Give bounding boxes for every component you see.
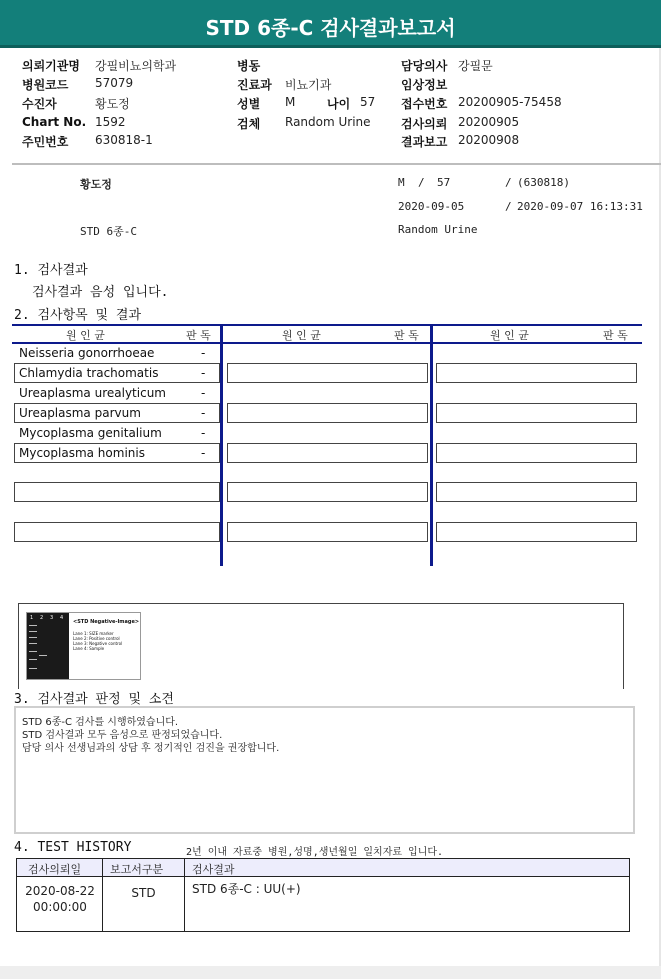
label-institution: 의뢰기관명: [22, 59, 80, 73]
label-request-date: 검사의뢰: [401, 117, 448, 131]
label-patient: 수진자: [22, 97, 57, 111]
label-doctor: 담당의사: [401, 59, 448, 73]
gel-band: [29, 625, 37, 626]
value-institution: 강필비뇨의학과: [95, 59, 177, 73]
label-clinical-info: 임상정보: [401, 78, 448, 92]
gel-band: [29, 659, 37, 660]
lane-number: 1: [30, 615, 34, 621]
value-receipt-no: 20200905-75458: [458, 95, 562, 109]
gel-band: [39, 655, 47, 656]
value-department: 비뇨기과: [285, 78, 332, 92]
items-table-header-rule: [12, 342, 642, 344]
col-header-judgment: 판 독: [186, 329, 211, 342]
value-patient: 황도정: [95, 97, 130, 111]
history-header-result: 검사결과: [192, 863, 235, 876]
gel-band: [29, 643, 37, 644]
summary-date-received: 2020-09-05: [398, 200, 465, 213]
organism-name: Ureaplasma urealyticum: [19, 386, 166, 400]
table-row: [436, 363, 637, 383]
overall-result-text: 검사결과 음성 입니다.: [32, 285, 169, 300]
col-header-judgment: 판 독: [394, 329, 419, 342]
summary-age: 57: [437, 176, 451, 189]
history-row-type: STD: [131, 886, 156, 900]
history-header-type: 보고서구분: [110, 863, 164, 876]
summary-date-reported: 2020-09-07 16:13:31: [517, 200, 643, 213]
history-note: 2년 이내 자료중 병원,성명,생년월일 일치자료 입니다.: [186, 847, 444, 858]
section-4-title: 4. TEST HISTORY: [14, 840, 132, 855]
table-row: [14, 522, 220, 542]
organism-name: Mycoplasma hominis: [19, 446, 145, 460]
label-hospital-code: 병원코드: [22, 78, 69, 92]
gel-caption-title: <STD Negative-Image>: [73, 619, 140, 625]
items-table-top-rule: [12, 324, 642, 326]
gel-frame: [18, 603, 624, 604]
table-row: [436, 482, 637, 502]
history-row-result: STD 6종-C : UU(+): [192, 882, 301, 896]
organism-name: Chlamydia trachomatis: [19, 366, 159, 380]
value-specimen: Random Urine: [285, 115, 371, 129]
gel-caption-line: Lane 3: Negative control: [73, 641, 123, 646]
organism-result: -: [201, 426, 206, 440]
opinion-line: STD 검사결과 모두 음성으로 판정되었습니다.: [22, 730, 223, 741]
gel-band: [29, 668, 37, 669]
history-row-time: 00:00:00: [33, 900, 87, 914]
label-age: 나이: [327, 97, 351, 111]
value-doctor: 강필문: [458, 59, 493, 73]
label-report-date: 결과보고: [401, 135, 448, 149]
history-column-divider: [184, 858, 185, 932]
organism-result: -: [201, 346, 206, 360]
label-sex: 성별: [237, 97, 261, 111]
report-title: STD 6종-C 검사결과보고서: [205, 16, 456, 40]
organism-result: -: [201, 406, 206, 420]
summary-specimen: Random Urine: [398, 223, 478, 236]
gel-band: [29, 651, 37, 652]
items-column-divider: [430, 324, 433, 566]
col-header-organism: 원 인 균: [66, 329, 105, 342]
summary-slash: /: [505, 200, 512, 213]
table-row: [227, 482, 428, 502]
summary-id: (630818): [517, 176, 570, 189]
opinion-line: STD 6종-C 검사를 시행하였습니다.: [22, 717, 179, 728]
gel-band: [29, 631, 37, 632]
gel-band: [29, 637, 37, 638]
gel-caption-line: Lane 1: SIZE marker: [73, 631, 114, 636]
table-row: [227, 443, 428, 463]
history-header-date: 검사의뢰일: [28, 863, 82, 876]
label-department: 진료과: [237, 78, 272, 92]
value-sex: M: [285, 95, 296, 109]
summary-slash: /: [418, 176, 425, 189]
value-report-date: 20200908: [458, 133, 520, 147]
gel-frame: [18, 603, 19, 689]
organism-name: Mycoplasma genitalium: [19, 426, 162, 440]
gel-lanes: [27, 613, 69, 679]
table-row: [227, 403, 428, 423]
table-row: [227, 522, 428, 542]
history-table-header: [16, 858, 630, 877]
value-age: 57: [360, 95, 376, 109]
value-hospital-code: 57079: [95, 76, 134, 90]
items-column-divider: [220, 324, 223, 566]
table-row: [436, 403, 637, 423]
label-chart-no: Chart No.: [22, 115, 87, 129]
organism-result: -: [201, 446, 206, 460]
gel-caption-line: Lane 2: Positive control: [73, 636, 120, 641]
label-receipt-no: 접수번호: [401, 97, 448, 111]
organism-result: -: [201, 386, 206, 400]
table-row: [14, 482, 220, 502]
lane-number: 4: [60, 615, 64, 621]
section-2-title: 2. 검사항목 및 결과: [14, 308, 142, 323]
col-header-organism: 원 인 균: [490, 329, 529, 342]
col-header-organism: 원 인 균: [282, 329, 321, 342]
label-specimen: 검체: [237, 117, 261, 131]
value-chart-no: 1592: [95, 115, 126, 129]
gel-caption-line: Lane 4: Sample: [73, 646, 105, 651]
value-resident-no: 630818-1: [95, 133, 153, 147]
col-header-judgment: 판 독: [603, 329, 628, 342]
summary-slash: /: [505, 176, 512, 189]
page-bottom-strip: [0, 966, 661, 979]
gel-electrophoresis-image: [26, 612, 141, 680]
lane-number: 3: [50, 615, 54, 621]
section-1-title: 1. 검사결과: [14, 263, 88, 278]
table-row: [227, 363, 428, 383]
history-row-date: 2020-08-22: [25, 884, 95, 898]
organism-result: -: [201, 366, 206, 380]
lane-number: 2: [40, 615, 44, 621]
gel-frame: [623, 603, 624, 689]
organism-name: Neisseria gonorrhoeae: [19, 346, 155, 360]
section-3-title: 3. 검사결과 판정 및 소견: [14, 692, 174, 707]
opinion-line: 담당 의사 선생님과의 상담 후 정기적인 검진을 권장합니다.: [22, 743, 280, 754]
label-ward: 병동: [237, 59, 261, 73]
table-row: [436, 522, 637, 542]
summary-test-name: STD 6종-C: [80, 225, 137, 238]
header-divider: [12, 163, 661, 165]
value-request-date: 20200905: [458, 115, 520, 129]
table-row: [436, 443, 637, 463]
organism-name: Ureaplasma parvum: [19, 406, 141, 420]
label-resident-no: 주민번호: [22, 135, 69, 149]
summary-name: 황도정: [80, 178, 112, 191]
summary-sex: M: [398, 176, 405, 189]
